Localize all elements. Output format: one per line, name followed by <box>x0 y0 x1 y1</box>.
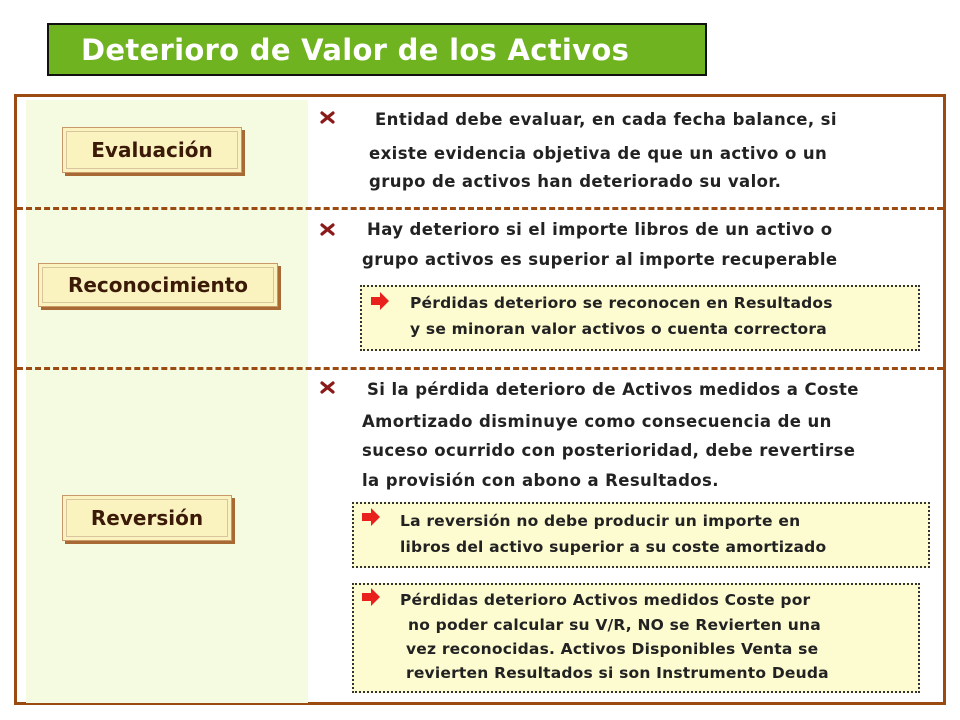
reversion-line-2: Amortizado disminuye como consecuencia de un <box>362 412 832 431</box>
reversion-line-3: suceso ocurrido con posterioridad, debe revertirse <box>362 441 856 460</box>
reconocimiento-note-line-1: Pérdidas deterioro se reconocen en Resultados <box>410 294 833 312</box>
reversion-note1-line-2: libros del activo superior a su coste amortizado <box>400 538 827 556</box>
label-reversion: Reversión <box>62 495 232 541</box>
evaluacion-line-1: Entidad debe evaluar, en cada fecha balance, si <box>375 110 837 129</box>
reversion-line-4: la provisión con abono a Resultados. <box>362 471 719 490</box>
label-reconocimiento: Reconocimiento <box>38 263 278 307</box>
red-arrow-icon <box>361 588 381 606</box>
reversion-line-1: Si la pérdida deterioro de Activos medidos a Coste <box>367 380 859 399</box>
x-mark-icon <box>320 110 335 125</box>
reconocimiento-line-1: Hay deterioro si el importe libros de un activo o <box>367 220 833 239</box>
evaluacion-line-3: grupo de activos han deteriorado su valor. <box>369 172 782 191</box>
red-arrow-icon <box>361 508 381 526</box>
reversion-note2-line-1: Pérdidas deterioro Activos medidos Coste por <box>400 591 811 609</box>
reversion-note2-line-2: no poder calcular su V/R, NO se Revierten una <box>408 616 821 634</box>
reversion-note2-line-4: revierten Resultados si son Instrumento Deuda <box>406 664 829 682</box>
evaluacion-line-2: existe evidencia objetiva de que un activo o un <box>369 144 828 163</box>
section-divider <box>17 207 943 210</box>
label-evaluacion: Evaluación <box>62 127 242 173</box>
red-arrow-icon <box>370 292 390 310</box>
reversion-note1-line-1: La reversión no debe producir un importe en <box>400 512 801 530</box>
label-column <box>26 100 308 703</box>
page-title: Deterioro de Valor de los Activos <box>47 23 707 76</box>
x-mark-icon <box>320 222 335 237</box>
reconocimiento-line-2: grupo activos es superior al importe recuperable <box>362 250 838 269</box>
reversion-note2-line-3: vez reconocidas. Activos Disponibles Venta se <box>406 640 819 658</box>
reconocimiento-note-line-2: y se minoran valor activos o cuenta correctora <box>410 320 827 338</box>
section-divider <box>17 367 943 370</box>
x-mark-icon <box>320 380 335 395</box>
